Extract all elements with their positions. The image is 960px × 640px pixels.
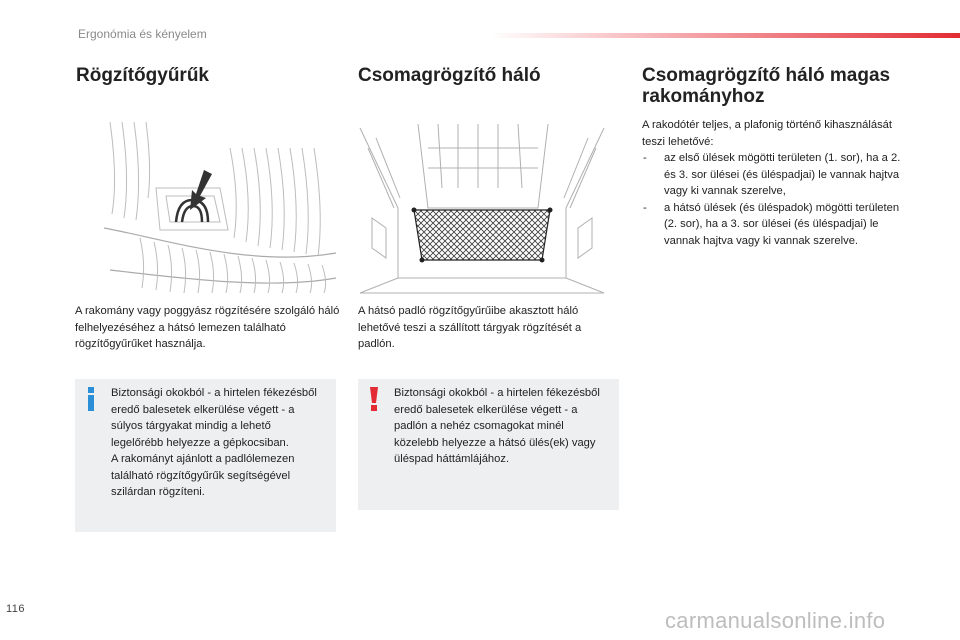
page-number: 116 — [6, 603, 26, 615]
high-net-intro: A rakodótér teljes, a plafonig történő kihasználását teszi lehetővé: — [642, 119, 893, 148]
rings-body-text: A rakomány vagy poggyász rögzítésére szolgáló háló felhelyezéséhez a hátsó lemezen található rögzítőgyűrűket használja. — [75, 305, 340, 350]
rings-note-line: Biztonsági okokból - a hirtelen fékezésből eredő balesetek elkerülése végett - a súlyos tárgyakat mindig a lehető legelőrébb helyezze a gépkocsiban. — [111, 387, 317, 449]
high-net-list — [642, 150, 910, 249]
rings-info-note — [75, 379, 336, 532]
cargo-net-illustration — [358, 118, 606, 294]
floor-ring-drawing — [100, 118, 336, 294]
net-note-text: Biztonsági okokból - a hirtelen fékezésből eredő balesetek elkerülése végett - a padlón a nehéz csomagokat minél közelebb helyezze a hátsó ülés(ek) vagy üléspad háttámlájához. — [394, 387, 600, 465]
net-title: Csomagrögzítő háló — [358, 65, 541, 86]
rings-title: Rögzítőgyűrűk — [76, 65, 209, 86]
cargo-net-drawing — [358, 118, 606, 294]
floor-ring-illustration — [100, 118, 336, 294]
high-net-text — [642, 117, 910, 249]
watermark: carmanualsonline.info — [665, 608, 886, 633]
info-icon — [83, 387, 99, 411]
list-item: - az első ülések mögötti területen (1. sor), ha a 2. és 3. sor ülései (és üléspadjai) le vannak hajtva vagy ki vannak szerelve, — [642, 150, 910, 200]
list-item: - a hátsó ülések (és üléspadok) mögötti területen (2. sor), ha a 3. sor ülései (és üléspadjai) le vannak hajtva vagy ki vannak szerelve. — [642, 200, 910, 250]
section-header: Ergonómia és kényelem — [78, 27, 207, 41]
net-body-text: A hátsó padló rögzítőgyűrűibe akasztott háló lehetővé teszi a szállított tárgyak rögzítését a padlón. — [358, 305, 582, 350]
high-net-title: Csomagrögzítő háló magas rakományhoz — [642, 65, 891, 107]
header-accent-bar — [490, 33, 960, 38]
rings-note-line: A rakományt ajánlott a padlólemezen található rögzítőgyűrűk segítségével szilárdan rögzíteni. — [111, 453, 295, 498]
warning-icon — [366, 387, 382, 411]
net-warning-note — [358, 379, 619, 510]
